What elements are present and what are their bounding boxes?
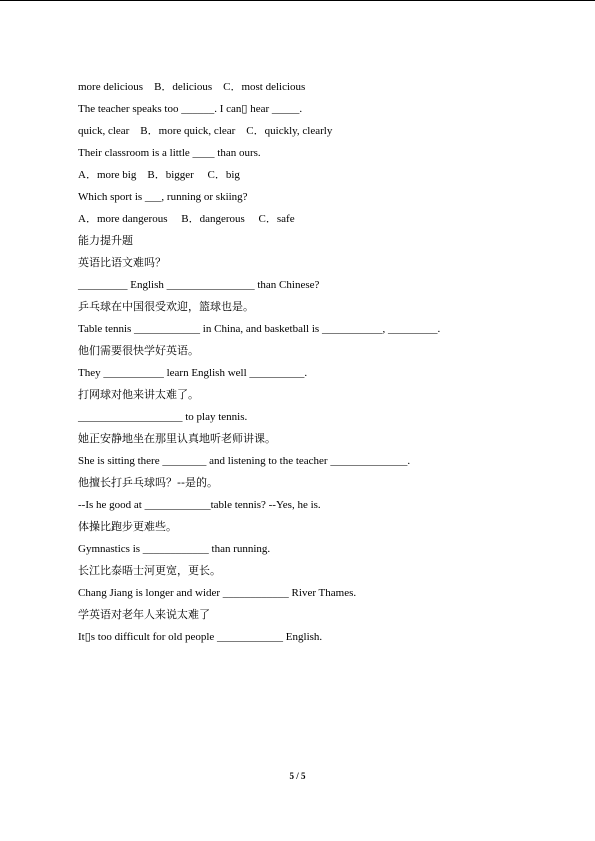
chinese-prompt: 体操比跑步更难些。 — [78, 520, 177, 533]
fill-blank-line: Gymnastics is ____________ than running. — [78, 543, 271, 555]
fill-blank-line: --Is he good at ____________table tennis? --Yes, he is. — [78, 499, 321, 511]
chinese-prompt: 打网球对他来讲太难了。 — [78, 388, 199, 401]
page-number: 5 / 5 — [289, 771, 306, 781]
question-line: A．more dangerous B．dangerous C．safe — [78, 213, 295, 225]
fill-blank-line: _________ English ________________ than Chinese? — [78, 279, 320, 291]
fill-blank-line: Chang Jiang is longer and wider ____________ River Thames. — [78, 587, 357, 599]
chinese-prompt: 长江比泰晤士河更宽，更长。 — [78, 564, 221, 577]
fill-blank-line: They ___________ learn English well __________. — [78, 367, 308, 379]
question-line: A．more big B．bigger C．big — [78, 169, 240, 181]
question-line: more delicious B．delicious C．most delicious — [78, 81, 306, 93]
question-line: quick, clear B．more quick, clear C．quickly, clearly — [78, 125, 333, 137]
fill-blank-line: ___________________ to play tennis. — [78, 411, 248, 423]
question-line: Which sport is ___, running or skiing? — [78, 191, 248, 203]
chinese-prompt: 他们需要很快学好英语。 — [78, 344, 199, 357]
question-line: The teacher speaks too ______. I can▯ hear _____. — [78, 103, 303, 115]
fill-blank-line: It▯s too difficult for old people ____________ English. — [78, 631, 323, 643]
question-line: Their classroom is a little ____ than ours. — [78, 147, 261, 159]
fill-blank-line: Table tennis ____________ in China, and basketball is ___________, _________. — [78, 323, 441, 335]
chinese-prompt: 乒乓球在中国很受欢迎，篮球也是。 — [78, 300, 254, 313]
chinese-prompt: 她正安静地坐在那里认真地听老师讲课。 — [78, 432, 276, 445]
chinese-prompt: 他擅长打乒乓球吗？--是的。 — [78, 476, 218, 489]
chinese-prompt: 学英语对老年人来说太难了 — [78, 608, 210, 621]
top-rule — [0, 0, 595, 1]
section-heading: 能力提升题 — [78, 234, 133, 247]
fill-blank-line: She is sitting there ________ and listening to the teacher ______________. — [78, 455, 411, 467]
chinese-prompt: 英语比语文难吗？ — [78, 256, 166, 269]
